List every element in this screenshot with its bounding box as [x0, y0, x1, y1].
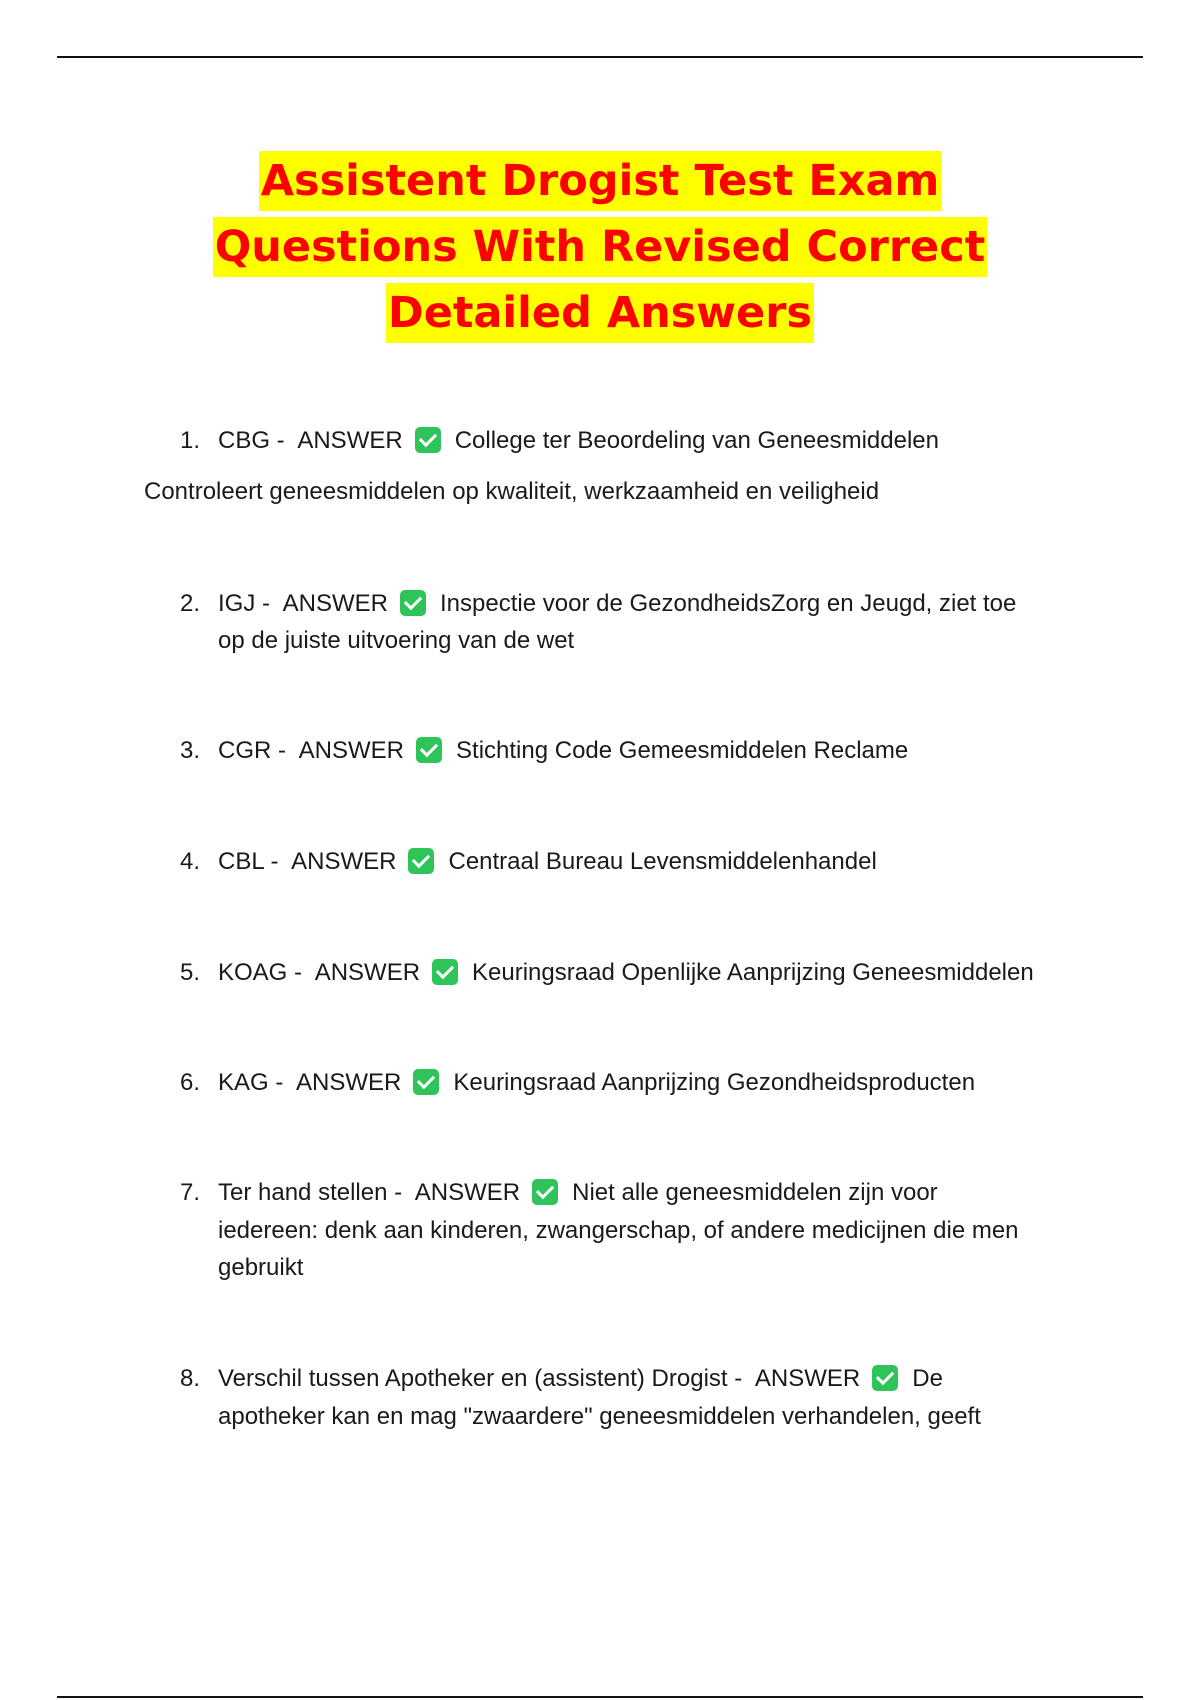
answer-label: ANSWER	[314, 959, 421, 986]
answer-label: ANSWER	[297, 427, 403, 454]
document-title	[0, 148, 1200, 346]
answer-text: Inspectie voor de GezondheidsZorg en Jeugd, ziet toe	[440, 590, 1017, 617]
answer-label: ANSWER	[296, 1069, 402, 1096]
title-line-3: Detailed Answers	[386, 283, 814, 343]
answer-continuation: op de juiste uitvoering van de wet	[218, 627, 575, 654]
question-item	[180, 732, 1090, 769]
answer-text: Niet alle geneesmiddelen zijn voor	[572, 1179, 938, 1206]
answer-continuation: gebruikt	[218, 1254, 304, 1281]
question-number: 5.	[180, 959, 201, 986]
question-term: Ter hand stellen -	[218, 1179, 403, 1206]
question-number: 6.	[180, 1069, 201, 1096]
question-term: KOAG -	[218, 959, 303, 986]
question-item	[180, 843, 1090, 880]
answer-text: Stichting Code Gemeesmiddelen Reclame	[456, 737, 909, 764]
bottom-rule	[57, 1696, 1143, 1698]
answer-text: College ter Beoordeling van Geneesmiddelen	[454, 427, 939, 454]
check-mark-icon	[415, 427, 441, 453]
check-mark-icon	[400, 590, 426, 616]
question-term: CGR -	[218, 737, 286, 764]
answer-label: ANSWER	[298, 737, 405, 764]
question-term: CBL -	[218, 848, 279, 875]
check-mark-icon	[416, 737, 442, 763]
question-item	[180, 954, 1090, 991]
check-mark-icon	[413, 1069, 439, 1095]
question-number: 4.	[180, 848, 201, 875]
answer-text: Keuringsraad Aanprijzing Gezondheidsproducten	[453, 1069, 976, 1096]
question-number: 3.	[180, 737, 201, 764]
answer-label: ANSWER	[754, 1365, 861, 1392]
question-term: IGJ -	[218, 590, 270, 617]
question-item	[180, 1064, 1090, 1101]
title-line-2: Questions With Revised Correct	[213, 217, 988, 277]
check-mark-icon	[872, 1365, 898, 1391]
question-number: 7.	[180, 1179, 201, 1206]
question-item	[180, 1174, 1090, 1211]
answer-label: ANSWER	[414, 1179, 521, 1206]
question-term: KAG -	[218, 1069, 284, 1096]
title-line-1: Assistent Drogist Test Exam	[259, 151, 942, 211]
answer-continuation: apotheker kan en mag "zwaardere" geneesmiddelen verhandelen, geeft	[218, 1403, 981, 1430]
check-mark-icon	[408, 848, 434, 874]
check-mark-icon	[432, 959, 458, 985]
question-term: CBG -	[218, 427, 285, 454]
question-number: 2.	[180, 590, 201, 617]
check-mark-icon	[532, 1179, 558, 1205]
question-item	[180, 422, 1090, 459]
answer-label: ANSWER	[282, 590, 389, 617]
question-item	[180, 585, 1090, 622]
question-item	[180, 1360, 1090, 1397]
answer-continuation: iedereen: denk aan kinderen, zwangerschap, of andere medicijnen die men	[218, 1217, 1019, 1244]
question-number: 8.	[180, 1365, 201, 1392]
top-rule	[57, 56, 1143, 58]
answer-continuation: Controleert geneesmiddelen op kwaliteit, werkzaamheid en veiligheid	[144, 478, 880, 505]
answer-label: ANSWER	[291, 848, 397, 875]
question-number: 1.	[180, 427, 201, 454]
question-term: Verschil tussen Apotheker en (assistent) Drogist -	[218, 1365, 743, 1392]
answer-text: Keuringsraad Openlijke Aanprijzing Geneesmiddelen	[472, 959, 1034, 986]
answer-text: De	[912, 1365, 943, 1392]
answer-text: Centraal Bureau Levensmiddelenhandel	[448, 848, 877, 875]
